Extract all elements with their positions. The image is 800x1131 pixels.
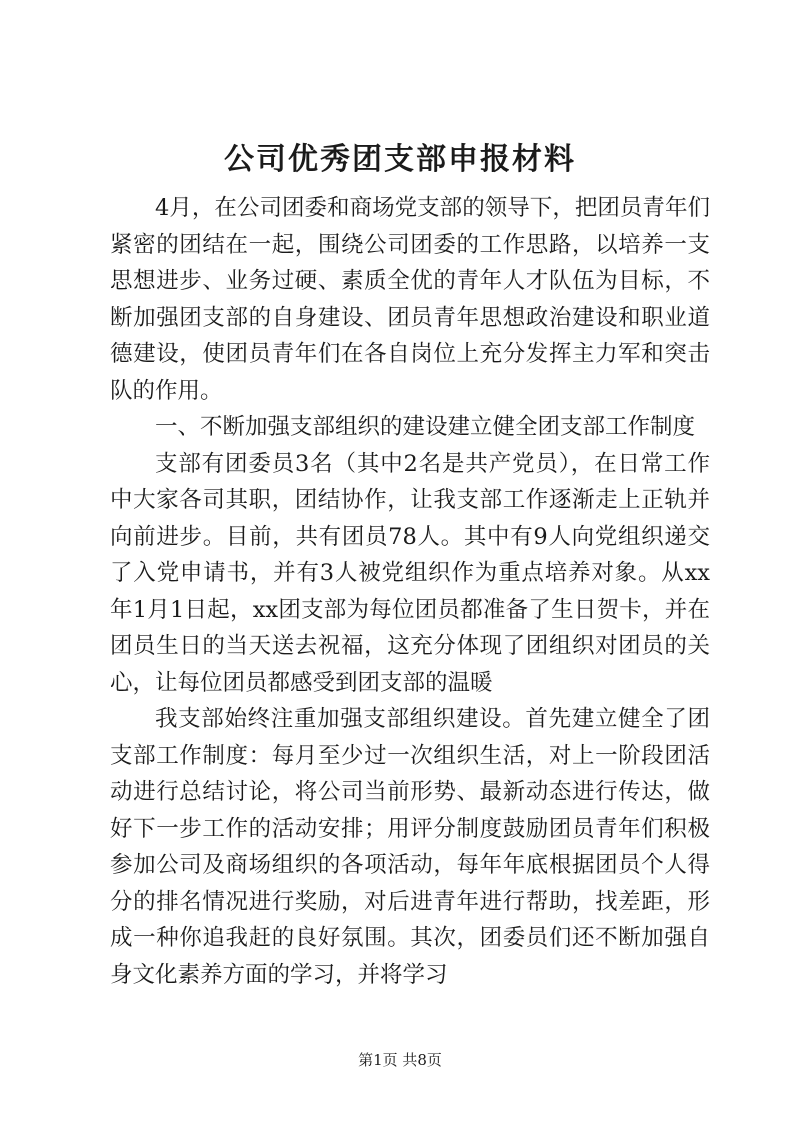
paragraph-intro: 4月，在公司团委和商场党支部的领导下，把团员青年们紧密的团结在一起，围绕公司团委的工作思路，以培养一支思想进步、业务过硬、素质全优的青年人才队伍为目标，不断加强团支部的自身建设、团员青年思想政治建设和职业道德建设，使团员青年们在各自岗位上充分发挥主力军和突击队的作用。 bbox=[110, 195, 710, 404]
page-number-footer: 第1页 共8页 bbox=[358, 1051, 442, 1069]
document-title: 公司优秀团支部申报材料 bbox=[224, 142, 576, 177]
section-heading: 一、不断加强支部组织的建设建立健全团支部工作制度 bbox=[155, 414, 696, 440]
paragraph-organization: 我支部始终注重加强支部组织建设。首先建立健全了团支部工作制度：每月至少过一次组织生活，对上一阶段团活动进行总结讨论，将公司当前形势、最新动态进行传达，做好下一步工作的活动安排；用评分制度鼓励团员青年们积极参加公司及商场组织的各项活动，每年年底根据团员个人得分的排名情况进行奖励，对后进青年进行帮助，找差距，形成一种你追我赶的良好氛围。其次，团委员们还不断加强自身文化素养方面的学习，并将学习 bbox=[110, 706, 710, 988]
document-body bbox=[110, 190, 710, 993]
paragraph-members: 支部有团委员3名（其中2名是共产党员），在日常工作中大家各司其职，团结协作，让我支部工作逐渐走上正轨并向前进步。目前，共有团员78人。其中有9人向党组织递交了入党申请书，并有3人被党组织作为重点培养对象。从xx年1月1日起，xx团支部为每位团员都准备了生日贺卡，并在团员生日的当天送去祝福，这充分体现了团组织对团员的关心，让每位团员都感受到团支部的温暖 bbox=[110, 450, 710, 696]
